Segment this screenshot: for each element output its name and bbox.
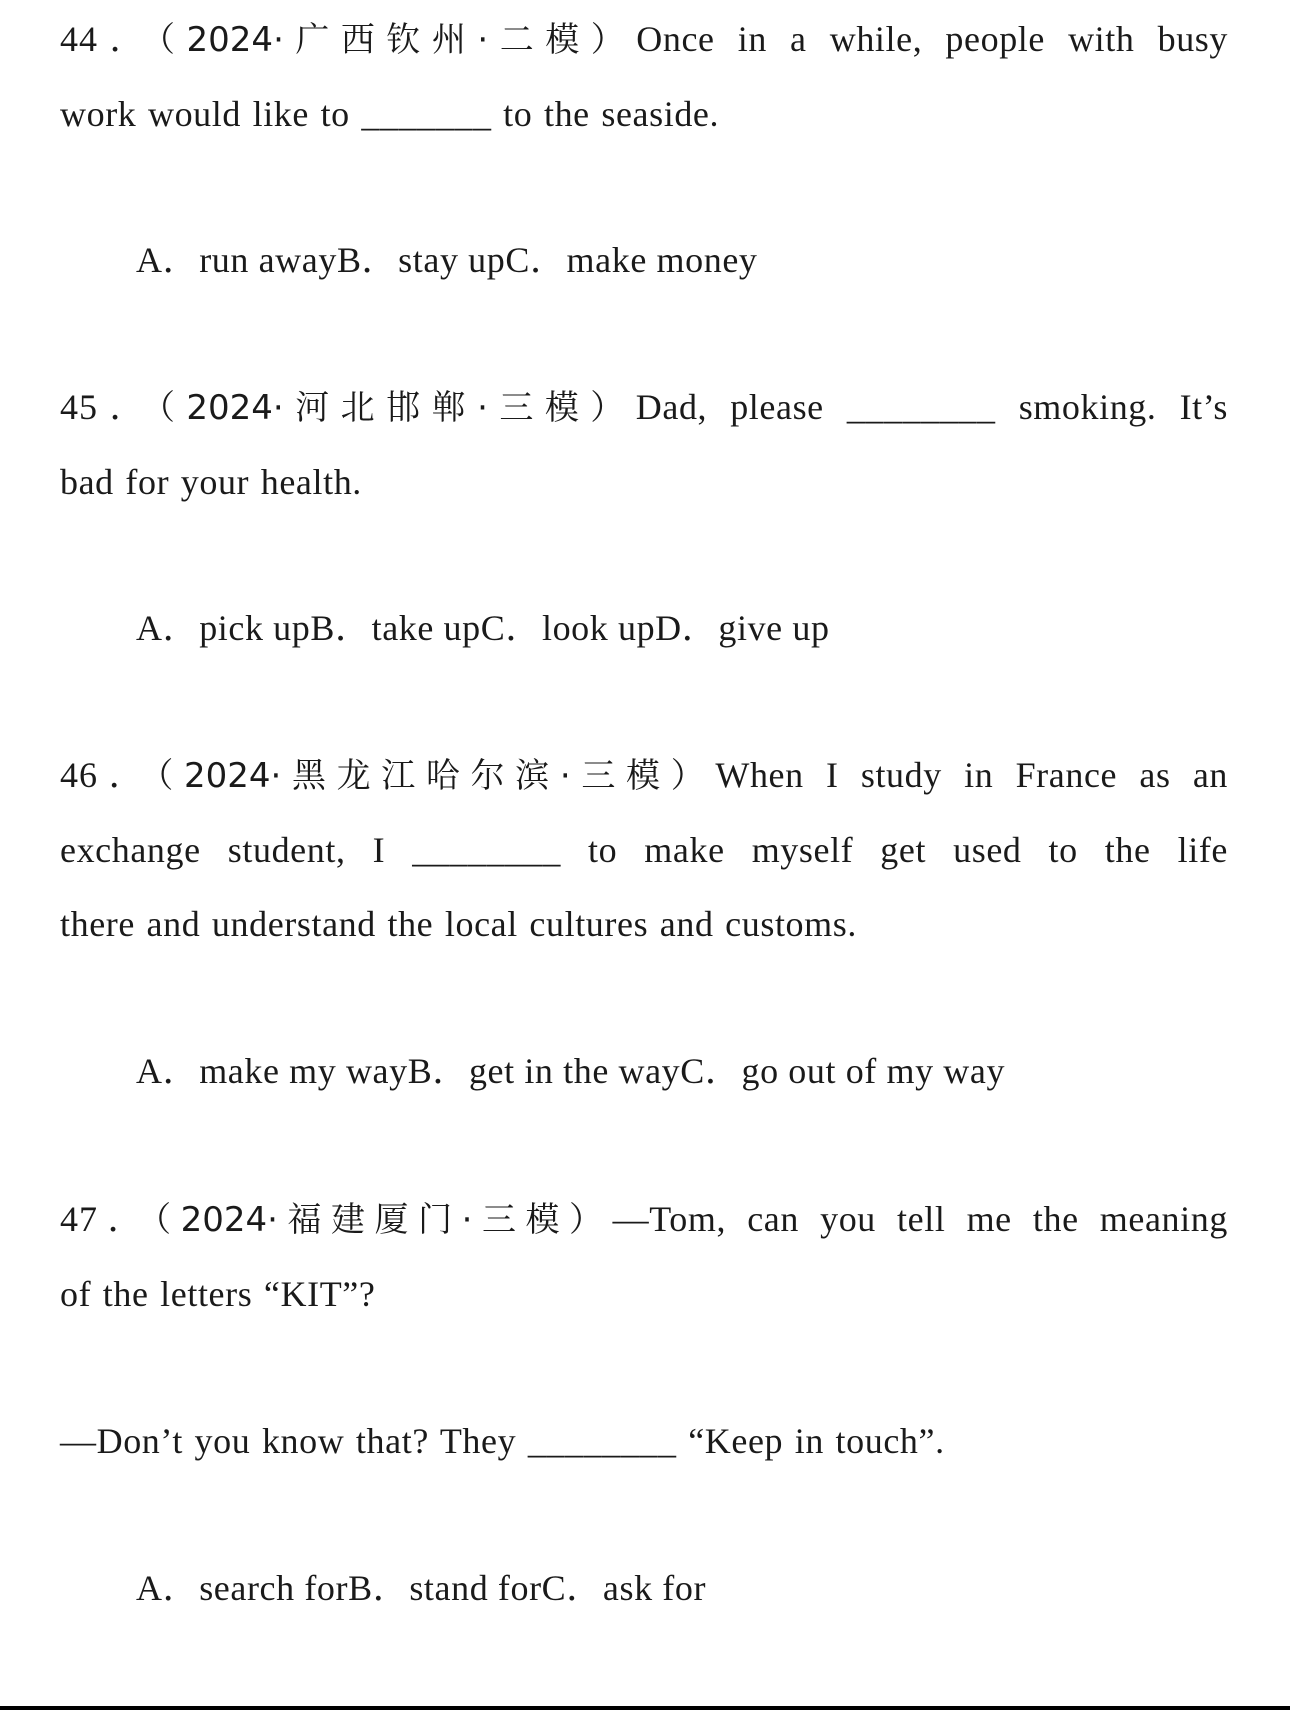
question-number: 47． [60, 1199, 155, 1239]
question-44-line-2: work would like to _______ to the seaside. [60, 94, 720, 134]
question-46-line-1 [60, 738, 1228, 813]
question-47-line-1 [60, 1182, 1228, 1257]
question-45-options: A．pick upB．take upC．look upD．give up [136, 608, 830, 648]
question-source: （2024·广西钦州·二模） [158, 20, 637, 60]
bottom-divider [0, 1706, 1290, 1710]
question-47-dialog [60, 1404, 1228, 1478]
question-46-line-3: there and understand the local cultures and customs. [60, 904, 857, 944]
question-46-options: A．make my wayB．get in the wayC．go out of my way [136, 1051, 1006, 1091]
question-source: （2024·福建厦门·三模） [154, 1200, 613, 1240]
question-44 [60, 2, 1228, 151]
question-text: Dad, please ________ smoking. It’s [635, 387, 1228, 427]
question-47-line-2: of the letters “KIT”? [60, 1274, 376, 1314]
question-45-line-1 [60, 370, 1228, 445]
question-47-options: A．search forB．stand forC．ask for [136, 1568, 707, 1608]
question-47 [60, 1182, 1228, 1331]
question-47-line-3: —Don’t you know that? They ________ “Keep in touch”. [60, 1421, 945, 1461]
question-46-line-2: exchange student, I ________ to make myself get used to the life [60, 830, 1228, 870]
question-number: 44． [60, 19, 159, 59]
question-46 [60, 738, 1228, 961]
question-text: Once in a while, people with busy [636, 19, 1228, 59]
question-44-line-1 [60, 2, 1228, 77]
question-45-line-2: bad for your health. [60, 462, 362, 502]
question-45 [60, 370, 1228, 519]
question-source: （2024·河北邯郸·三模） [157, 388, 636, 428]
question-44-options: A．run awayB．stay upC．make money [136, 240, 758, 280]
question-number: 45． [60, 387, 158, 427]
question-source: （2024·黑龙江哈尔滨·三模） [156, 756, 716, 796]
question-number: 46． [60, 755, 157, 795]
question-text: —Tom, can you tell me the meaning [612, 1199, 1228, 1239]
question-text: When I study in France as an [715, 755, 1228, 795]
